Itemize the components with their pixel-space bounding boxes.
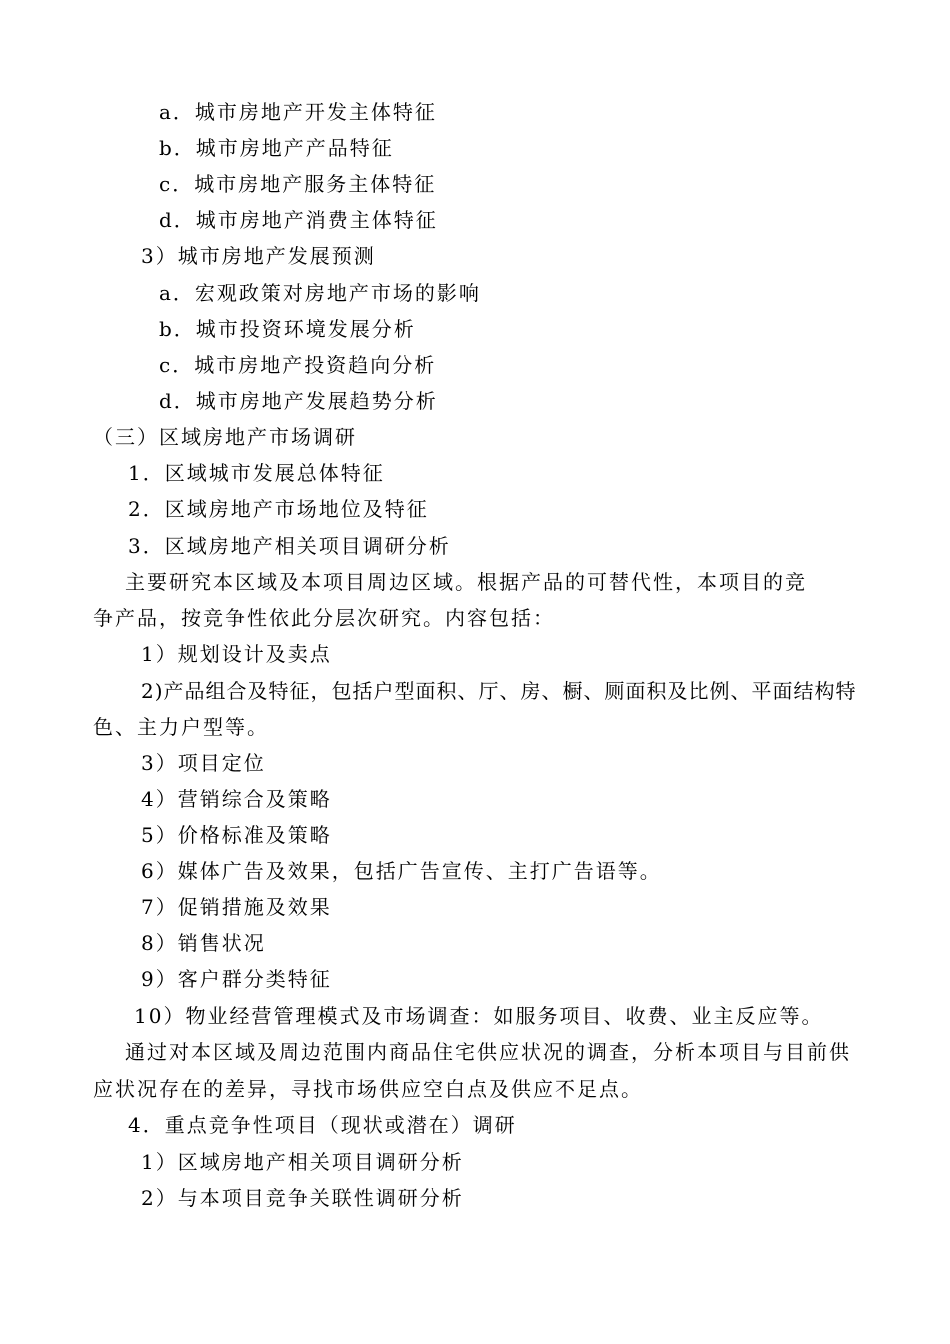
- list-item-c-investment-trend: c．城市房地产投资趋向分析: [159, 353, 437, 377]
- paragraph-supply-survey-line2: 应状况存在的差异，寻找市场供应空白点及供应不足点。: [93, 1077, 643, 1101]
- item-customer-groups: 9）客户群分类特征: [141, 967, 332, 991]
- item-project-positioning: 3）项目定位: [141, 751, 266, 775]
- list-item-b-product-features: b．城市房地产产品特征: [159, 136, 394, 160]
- list-item-d-development-trend: d．城市房地产发展趋势分析: [159, 389, 438, 413]
- item-competition-relevance: 2）与本项目竞争关联性调研分析: [141, 1186, 464, 1210]
- item-3-regional-projects-analysis: 3．区域房地产相关项目调研分析: [128, 534, 451, 558]
- item-planning-design: 1）规划设计及卖点: [141, 642, 332, 666]
- item-sales-status: 8）销售状况: [141, 931, 266, 955]
- list-item-a-policy-impact: a．宏观政策对房地产市场的影响: [159, 281, 481, 305]
- section-heading-regional-research: （三）区域房地产市场调研: [93, 425, 357, 449]
- paragraph-main-research-line1: 主要研究本区域及本项目周边区域。根据产品的可替代性，本项目的竞: [125, 570, 807, 594]
- item-property-management: 10）物业经营管理模式及市场调查：如服务项目、收费、业主反应等。: [134, 1004, 824, 1028]
- item-2-regional-market-position: 2．区域房地产市场地位及特征: [128, 497, 429, 521]
- item-product-mix-line1: 2)产品组合及特征，包括户型面积、厅、房、橱、厕面积及比例、平面结构特: [141, 679, 857, 703]
- list-item-d-consumer-features: d．城市房地产消费主体特征: [159, 208, 438, 232]
- list-item-c-service-features: c．城市房地产服务主体特征: [159, 172, 437, 196]
- item-product-mix-line2: 色、主力户型等。: [93, 715, 269, 739]
- item-pricing-strategy: 5）价格标准及策略: [141, 823, 332, 847]
- paragraph-main-research-line2: 争产品，按竞争性依此分层次研究。内容包括：: [93, 606, 555, 630]
- list-item-a-developer-features: a．城市房地产开发主体特征: [159, 100, 437, 124]
- paragraph-supply-survey-line1: 通过对本区域及周边范围内商品住宅供应状况的调查，分析本项目与目前供: [125, 1040, 851, 1064]
- item-media-advertising: 6）媒体广告及效果，包括广告宣传、主打广告语等。: [141, 859, 662, 883]
- item-marketing-strategy: 4）营销综合及策略: [141, 787, 332, 811]
- item-4-key-competitors: 4．重点竞争性项目（现状或潜在）调研: [128, 1113, 517, 1137]
- subsection-3-forecast: 3）城市房地产发展预测: [141, 244, 376, 268]
- item-promotion: 7）促销措施及效果: [141, 895, 332, 919]
- item-1-regional-city-features: 1．区域城市发展总体特征: [128, 461, 385, 485]
- list-item-b-investment-environment: b．城市投资环境发展分析: [159, 317, 416, 341]
- item-regional-related-projects: 1）区域房地产相关项目调研分析: [141, 1150, 464, 1174]
